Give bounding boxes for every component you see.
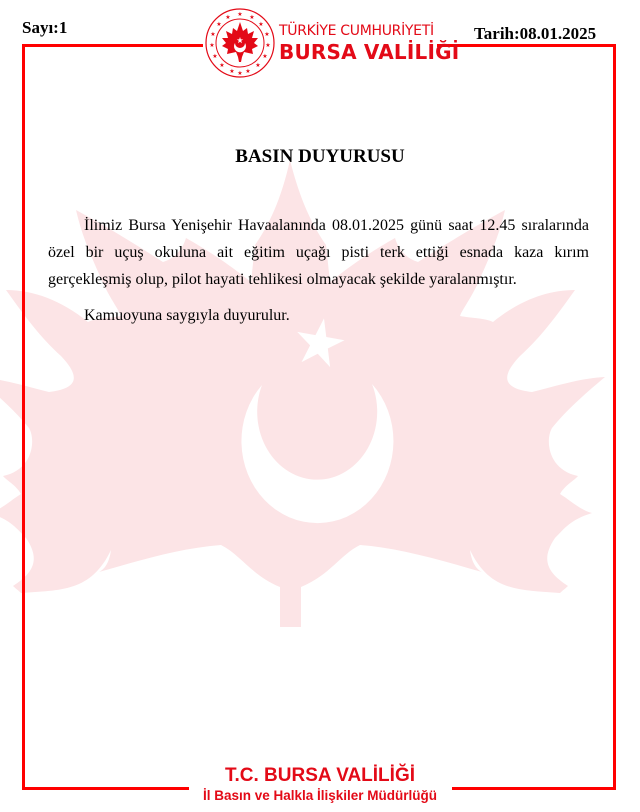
document-number: Sayı:1 (22, 18, 68, 37)
footer (0, 764, 640, 805)
svg-text:★: ★ (237, 70, 243, 77)
document-body (48, 212, 589, 338)
closing-paragraph: Kamuoyuna saygıyla duyurulur. (84, 307, 290, 324)
svg-text:★: ★ (209, 42, 215, 49)
svg-text:★: ★ (264, 31, 270, 38)
document-date: Tarih:08.01.2025 (474, 24, 597, 43)
svg-text:★: ★ (249, 14, 255, 21)
footer-org: T.C. BURSA VALİLİĞİ (225, 765, 415, 786)
svg-text:★: ★ (225, 14, 231, 21)
svg-text:★: ★ (262, 53, 268, 60)
svg-text:★: ★ (229, 68, 235, 75)
svg-text:★: ★ (245, 68, 251, 75)
svg-text:★: ★ (219, 62, 225, 69)
svg-text:★: ★ (255, 62, 261, 69)
svg-text:★: ★ (212, 53, 218, 60)
svg-text:★: ★ (258, 21, 264, 28)
svg-text:★: ★ (265, 42, 271, 49)
footer-department: İl Basın ve Halkla İlişkiler Müdürlüğü (202, 788, 438, 803)
svg-text:★: ★ (237, 11, 243, 18)
org-line: TÜRKİYE CUMHURİYETİ (279, 23, 434, 39)
body-paragraph: İlimiz Bursa Yenişehir Havaalanında 08.01.2025 günü saat 12.45 sıralarında özel bir uçuş okuluna ait eğitim uçağı pisti terk ettiği esnada kaza kırım gerçekleşmiş olup, pilot hayati tehlikesi olmayacak şekilde yaralanmıştır. (48, 217, 589, 288)
org-name: BURSA VALİLİĞİ (279, 40, 460, 64)
frame-top-right-line (437, 44, 616, 47)
svg-text:★: ★ (210, 31, 216, 38)
svg-text:★: ★ (216, 21, 222, 28)
frame-top-left-line (22, 44, 203, 47)
maple-leaf-star-crescent-emblem-icon (204, 7, 276, 79)
organization-brand (279, 22, 459, 64)
document-title: BASIN DUYURUSU (235, 146, 405, 167)
